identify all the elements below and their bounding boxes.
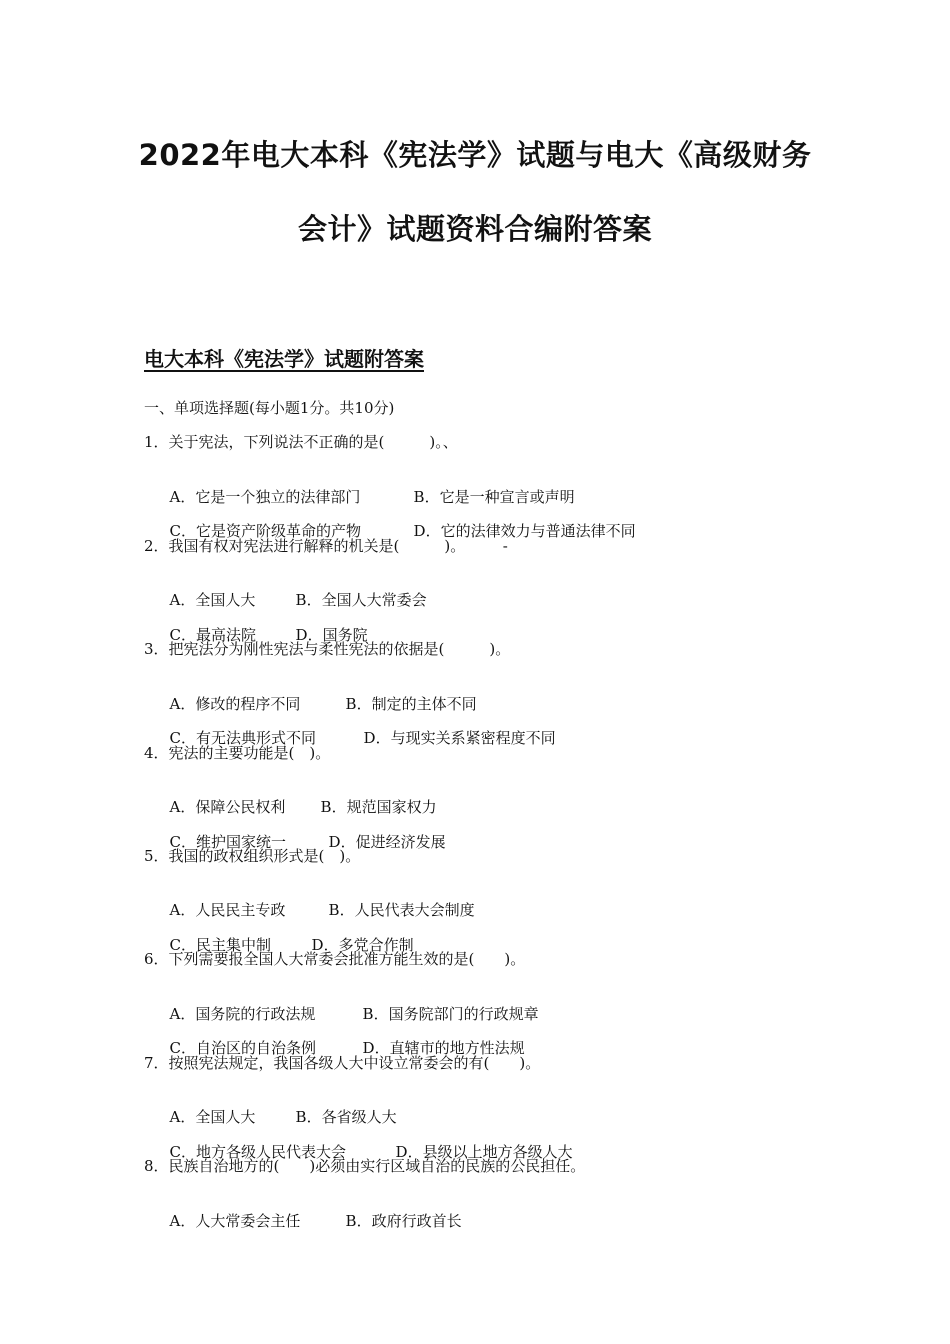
- option-b: B．制定的主体不同: [345, 695, 477, 713]
- option-c: C．地方各级人民代表大会: [169, 1143, 347, 1161]
- option-c: C．它是资产阶级革命的产物: [169, 522, 362, 540]
- question-stem: 7．按照宪法规定，我国各级人大中设立常委会的有( )。: [144, 1054, 541, 1072]
- option-c: C．最高法院: [169, 626, 257, 644]
- option-row: [160, 570, 427, 610]
- option-b: B．人民代表大会制度: [328, 901, 475, 919]
- option-a: A．修改的程序不同: [169, 695, 301, 713]
- option-c: C．有无法典形式不同: [169, 729, 317, 747]
- option-row: [160, 1087, 397, 1127]
- section-heading: 电大本科《宪法学》试题附答案: [144, 347, 424, 371]
- option-row: [160, 501, 636, 541]
- option-d: D．它的法律效力与普通法律不同: [413, 522, 636, 540]
- option-d: D．国务院: [295, 626, 368, 644]
- option-c: C．民主集中制: [169, 936, 272, 954]
- option-a: A．全国人大: [169, 1108, 256, 1126]
- option-row: [160, 1018, 525, 1058]
- option-a: A．它是一个独立的法律部门: [169, 488, 361, 506]
- option-b: B．它是一种宣言或声明: [413, 488, 575, 506]
- option-a: A．全国人大: [169, 591, 256, 609]
- question-stem: 1．关于宪法，下列说法不正确的是( )。、: [144, 433, 458, 451]
- document-title-line-1: 2022年电大本科《宪法学》试题与电大《高级财务: [138, 138, 812, 172]
- question-stem: 8．民族自治地方的( )必须由实行区域自治的民族的公民担任。: [144, 1157, 586, 1175]
- option-b: B．政府行政首长: [345, 1212, 462, 1230]
- option-row: [160, 1191, 462, 1231]
- option-row: [160, 708, 556, 748]
- option-a: A．人民民主专政: [169, 901, 286, 919]
- option-b: B．全国人大常委会: [295, 591, 427, 609]
- question-stem: 4．宪法的主要功能是( )。: [144, 744, 331, 762]
- option-b: B．各省级人大: [295, 1108, 397, 1126]
- part-label: 一、单项选择题(每小题1分。共10分): [144, 399, 395, 417]
- question-stem: 5．我国的政权组织形式是( )。: [144, 847, 361, 865]
- option-c: C．维护国家统一: [169, 833, 287, 851]
- option-d: D．促进经济发展: [328, 833, 446, 851]
- question-stem: 3．把宪法分为刚性宪法与柔性宪法的依据是( )。: [144, 640, 511, 658]
- question-stem: 2．我国有权对宪法进行解释的机关是( )。 -: [144, 537, 508, 555]
- option-d: D．直辖市的地方性法规: [362, 1039, 525, 1057]
- option-row: [160, 880, 475, 920]
- option-d: D．与现实关系紧密程度不同: [363, 729, 556, 747]
- option-b: B．国务院部门的行政规章: [362, 1005, 539, 1023]
- option-a: A．国务院的行政法规: [169, 1005, 316, 1023]
- option-row: [160, 777, 437, 817]
- option-a: A．人大常委会主任: [169, 1212, 301, 1230]
- option-a: A．保障公民权利: [169, 798, 286, 816]
- question-stem: 6．下列需要报全国人大常委会批准方能生效的是( )。: [144, 950, 526, 968]
- option-d: D．县级以上地方各级人大: [395, 1143, 573, 1161]
- option-b: B．规范国家权力: [320, 798, 437, 816]
- option-d: D．多党合作制: [311, 936, 414, 954]
- option-c: C．自治区的自治条例: [169, 1039, 317, 1057]
- document-title-line-2: 会计》试题资料合编附答案: [297, 212, 652, 246]
